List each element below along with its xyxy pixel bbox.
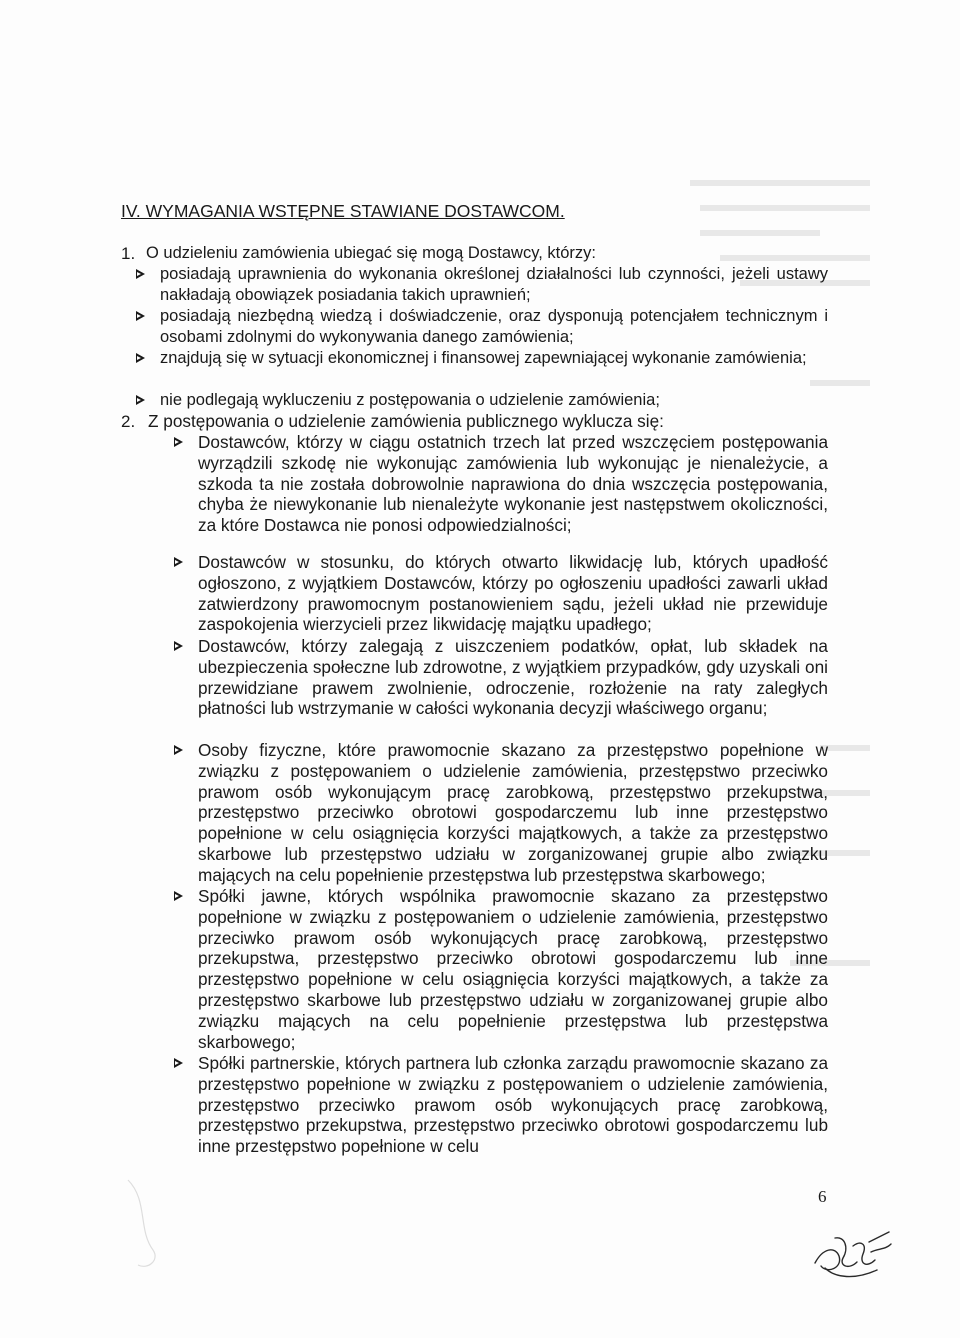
arrowhead-bullet-icon	[136, 269, 145, 279]
section-2-item: Spółki partnerskie, których partnera lub członka zarządu prawomocnie skazano za przestępstwo popełnione w związku z postępowaniem o udzielenie zamówienia, przestępstwo przeciwko prawom osób wykonujących pracę zarobkową, przestępstwo przekupstwa, przestępstwo przeciwko obrotowi gospodarczemu lub inne przestępstwo popełnione w celu	[198, 1053, 828, 1157]
section-1-intro: O udzieleniu zamówienia ubiegać się mogą Dostawcy, którzy:	[146, 244, 596, 262]
section-1-item: znajdują się w sytuacji ekonomicznej i finansowej zapewniającej wykonanie zamówienia;	[160, 349, 807, 367]
section-2-item: Dostawców, którzy w ciągu ostatnich trzech lat przed wszczęciem postępowania wyrządzili szkodę nie wykonując zamówienia lub wykonując je nienależycie, a szkoda ta nie została dobrowolnie naprawiona do dnia wszczęcia postępowania, chyba że niewykonanie lub nienależyte wykonanie jest następstwem okoliczności, za które Dostawca nie ponosi odpowiedzialności;	[198, 432, 828, 536]
section-2-intro: Z postępowania o udzielenie zamówienia publicznego wyklucza się:	[148, 411, 664, 431]
section-1-item: nie podlegają wykluczeniu z postępowania o udzielenie zamówienia;	[160, 391, 660, 409]
section-2-item: Osoby fizyczne, które prawomocnie skazano za przestępstwo popełnione w związku z postępowaniem o udzielenie zamówienia, przestępstwo przeciwko prawom osób wykonującym pracę zarobkową, przestępstwo przekupstwa, przestępstwo przeciwko obrotowi gospodarczemu lub inne przestępstwo popełnione w celu osiągnięcia korzyści majątkowych, a także za przestępstwo skarbowe lub przestępstwo udziału w zorganizowanej grupie albo związku mających na celu popełnienie przestępstwa lub przestępstwa skarbowego;	[198, 740, 828, 885]
section-1-number: 1.	[121, 244, 136, 263]
arrowhead-bullet-icon	[174, 557, 183, 567]
arrowhead-bullet-icon	[136, 395, 145, 405]
arrowhead-bullet-icon	[174, 891, 183, 901]
section-2-item: Dostawców, którzy zalegają z uiszczeniem podatków, opłat, lub składek na ubezpieczenia społeczne lub zdrowotne, z wyjątkiem przypadków, gdy uzyskali oni przewidziane prawem zwolnienie, odroczenie, rozłożenie na raty zaległych płatności lub wstrzymanie w całości wykonania decyzji właściwego organu;	[198, 636, 828, 719]
faint-pencil-mark	[118, 1170, 178, 1280]
arrowhead-bullet-icon	[136, 311, 145, 321]
arrowhead-bullet-icon	[136, 353, 145, 363]
arrowhead-bullet-icon	[174, 437, 183, 447]
section-2-number: 2.	[121, 412, 136, 431]
handwritten-initials-icon	[805, 1218, 895, 1288]
arrowhead-bullet-icon	[174, 745, 183, 755]
section-heading: IV. WYMAGANIA WSTĘPNE STAWIANE DOSTAWCOM.	[121, 201, 565, 221]
arrowhead-bullet-icon	[174, 641, 183, 651]
section-1-item: posiadają niezbędną wiedzą i doświadczenie, oraz dysponują potencjałem technicznym i osobami zdolnymi do wykonywania danego zamówienia;	[160, 307, 828, 346]
section-2-item: Dostawców w stosunku, do których otwarto likwidację lub, których upadłość ogłoszono, z wyjątkiem Dostawców, którzy po ogłoszeniu upadłości zawarli układ zatwierdzony prawomocnym postanowieniem sądu, jeżeli układ nie przewiduje zaspokojenia wierzycieli przez likwidację majątku upadłego;	[198, 552, 828, 635]
section-2-item: Spółki jawne, których wspólnika prawomocnie skazano za przestępstwo popełnione w związku z postępowaniem o udzielenie zamówienia, przestępstwo przeciwko prawom osób wykonujących pracę zarobkową, przestępstwo przekupstwa, przestępstwo przeciwko obrotowi gospodarczemu lub inne przestępstwo popełnione w celu osiągnięcia korzyści majątkowych, a także za przestępstwo skarbowe lub przestępstwo udziału w zorganizowanej grupie albo związku mających na celu popełnienie przestępstwa lub przestępstwa skarbowego;	[198, 886, 828, 1052]
section-1-item: posiadają uprawnienia do wykonania określonej działalności lub czynności, jeżeli ustawy nakładają obowiązek posiadania takich uprawnień;	[160, 265, 828, 304]
arrowhead-bullet-icon	[174, 1058, 183, 1068]
page-number: 6	[818, 1187, 827, 1206]
